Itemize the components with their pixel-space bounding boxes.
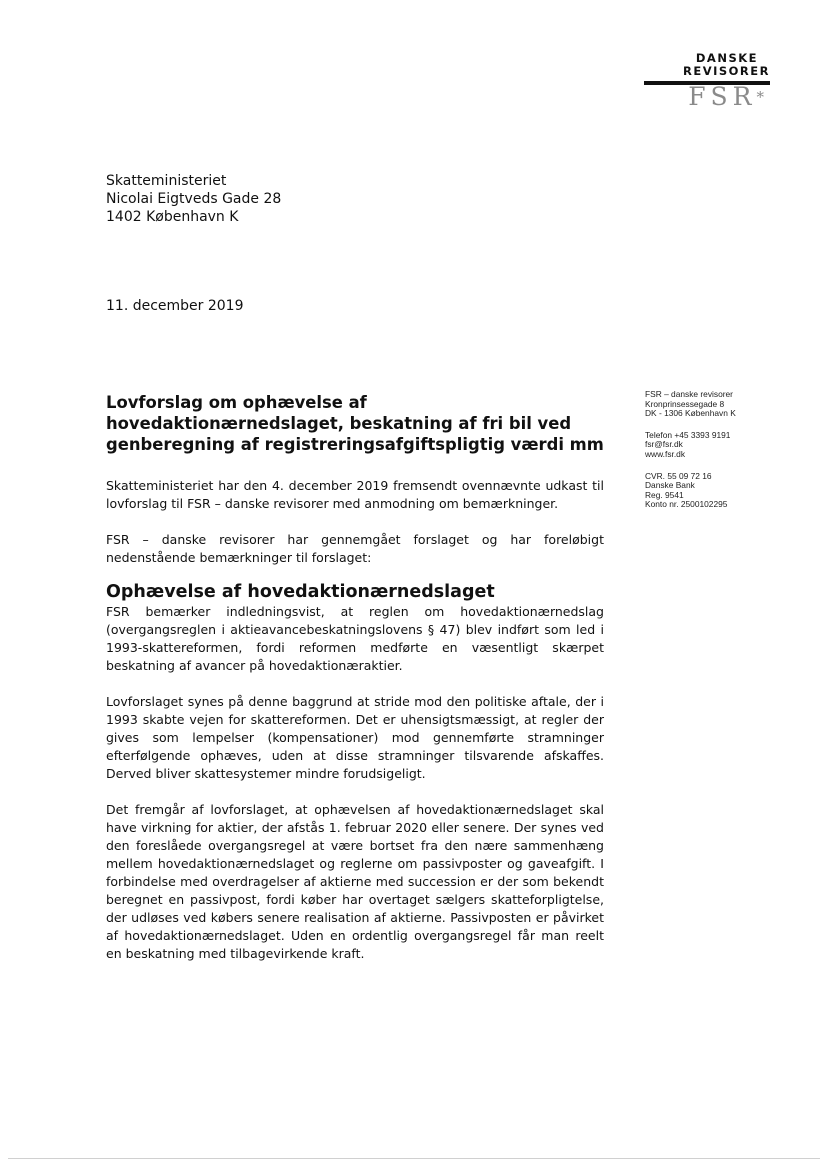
intro-paragraph-2: FSR – danske revisorer har gennemgået forslaget og har foreløbigt nedenstående bemærkninger til forslaget: [106, 532, 604, 565]
sender-city: DK - 1306 København K [645, 408, 736, 419]
logo-mark-star: * [756, 88, 764, 106]
sender-info [645, 390, 775, 522]
letter-date: 11. december 2019 [106, 298, 244, 314]
sender-street: Kronprinsessegade 8 [645, 398, 725, 409]
section-paragraph-1: FSR bemærker indledningsvist, at reglen om hovedaktionærnedslag (overgangsreglen i aktieavancebeskatningslovens § 47) blev indført som led i 1993-skattereformen, fordi reformen medførte en væsentligt skærpet beskatning af avancer på hovedaktionæraktier. [106, 604, 604, 673]
sender-bank-block [645, 472, 775, 510]
sender-web: www.fsr.dk [645, 448, 686, 459]
letter-title: Lovforslag om ophævelse af hovedaktionærnedslaget, beskatning af fri bil ved genberegning af registreringsafgiftspligtig værdi mm [106, 393, 604, 454]
section-heading: Ophævelse af hovedaktionærnedslaget [106, 582, 495, 602]
sender-org-name: FSR – danske revisorer [645, 389, 733, 399]
sender-account: Konto nr. 2500102295 [645, 499, 728, 510]
recipient-name: Skatteministeriet [106, 173, 227, 189]
sender-phone: Telefon +45 3393 9191 [645, 429, 731, 440]
letter-body [106, 392, 604, 963]
fsr-logo [640, 51, 770, 111]
logo-mark [640, 82, 764, 111]
recipient-address [106, 172, 281, 226]
recipient-street: Nicolai Eigtveds Gade 28 [106, 191, 282, 207]
sender-bank: Danske Bank [645, 480, 695, 491]
logo-line-revisorer: REVISORER [682, 64, 770, 78]
section-paragraph-3: Det fremgår af lovforslaget, at ophævelsen af hovedaktionærnedslaget skal have virkning for aktier, der afstås 1. februar 2020 eller senere. Der synes ved den foreslåede overgangsregel at være bortset fra den nære sammenhæng mellem hovedaktionærnedslaget og reglerne om passivposter og gaveafgift. I forbindelse med overdragelser af aktierne med succession er der som bekendt beregnet en passivpost, fordi køber har overtaget sælgers skatteforpligtelse, der udløses ved købers senere realisation af aktierne. Passivposten er påvirket af hovedaktionærnedslaget. Uden en ordentlig overgangsregel får man reelt en beskatning med tilbagevirkende kraft. [106, 802, 604, 961]
sender-cvr: CVR. 55 09 72 16 [645, 470, 712, 481]
sender-reg: Reg. 9541 [645, 489, 684, 500]
intro-paragraph: Skatteministeriet har den 4. december 2019 fremsendt ovennævnte udkast til lovforslag til FSR – danske revisorer med anmodning om bemærkninger. [106, 478, 604, 511]
logo-line-danske: DANSKE [695, 51, 758, 65]
sender-contact-block [645, 431, 775, 460]
sender-email: fsr@fsr.dk [645, 439, 683, 450]
page-bottom-edge [8, 1158, 820, 1159]
recipient-city: 1402 København K [106, 209, 239, 225]
sender-address-block [645, 390, 775, 419]
section-paragraph-2: Lovforslaget synes på denne baggrund at stride mod den politiske aftale, der i 1993 skabte vejen for skattereformen. Det er uhensigtsmæssigt, at regler der gives som lempelser (kompensationer) mod gennemførte stramninger efterfølgende ophæves, uden at disse stramninger tilsvarende afskaffes. Derved bliver skattesystemer mindre forudsigeligt. [106, 694, 604, 781]
logo-mark-text: FSR [688, 82, 757, 111]
